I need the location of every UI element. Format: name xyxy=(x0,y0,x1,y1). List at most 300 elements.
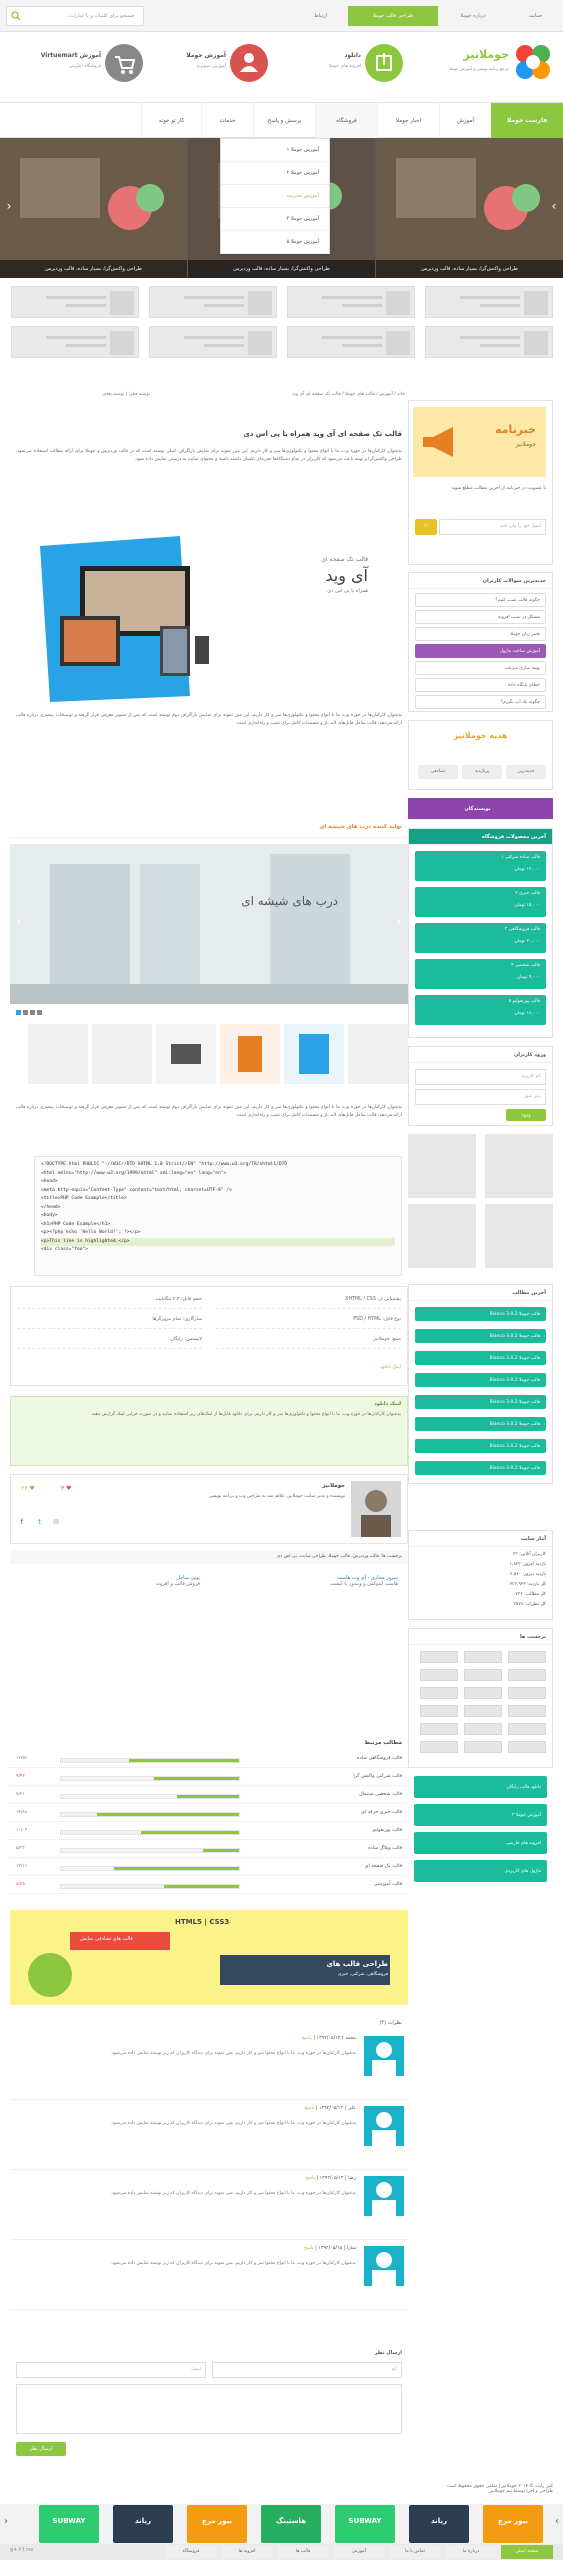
facebook-icon[interactable]: f xyxy=(18,2547,21,2553)
header-download[interactable] xyxy=(293,44,403,84)
newsletter-email-field[interactable]: ایمیل خود را وارد کنید xyxy=(439,519,546,535)
comment-textarea[interactable] xyxy=(16,2384,402,2434)
comment-head: سارا | ۱۳۹۲/۰۵/۱۵ | پاسخ xyxy=(303,2246,356,2251)
slide-caption: طراحی واکنش‌گرا، بسیار ساده، قالب وردپرس xyxy=(0,260,187,278)
header-learn-sub: آموزش تصویری xyxy=(196,64,226,69)
code-line: <div class="foo"> xyxy=(41,1247,89,1252)
ads-prev-icon[interactable]: ‹ xyxy=(4,2516,8,2527)
code-line: <meta http-equiv="Content-Type" content="text/html; charset=UTF-8" /> xyxy=(41,1187,232,1193)
author-box xyxy=(10,1474,408,1544)
related-progress xyxy=(60,1848,240,1853)
footer-ad[interactable] xyxy=(113,2505,173,2543)
footer-tab[interactable]: فروشگاه xyxy=(165,2545,217,2559)
gallery-widget xyxy=(408,1134,553,1274)
latest-item[interactable]: قالب جوملا Bianco 3.0.2 xyxy=(415,1417,546,1431)
related-count: ۱۴/۸۸ xyxy=(16,1810,28,1815)
nav-dropdown xyxy=(220,138,330,254)
code-line: </head> xyxy=(41,1204,61,1210)
latest-item[interactable]: قالب جوملا Bianco 3.0.2 xyxy=(415,1307,546,1321)
shop-item[interactable]: قالب ساده شرکتی ۱ ۱۲,۰۰۰ تومان xyxy=(415,851,546,881)
nav-item-jobs[interactable]: کار تو خونه xyxy=(141,103,201,139)
banner-title: طراحی قالب های xyxy=(326,1960,388,1968)
tag-chip[interactable] xyxy=(508,1669,546,1681)
gallery-image[interactable] xyxy=(10,844,408,1004)
svg-text:f: f xyxy=(20,1518,23,1526)
cart-icon xyxy=(105,44,143,82)
code-line-highlighted: <p>This line is highlighted.</p> xyxy=(41,1238,395,1247)
footer-ad[interactable] xyxy=(187,2505,247,2543)
slider-next-arrow[interactable]: › xyxy=(551,199,557,213)
post-navigation[interactable]: نوشته قبلی | نوشته بعدی xyxy=(102,392,150,397)
footer-ad-label: بیور مرچ xyxy=(497,2517,529,2525)
footer-tab[interactable]: افزونه ها xyxy=(221,2545,273,2559)
post-title: قالب تک صفحه ای آی وید همراه با پی اس دی xyxy=(243,430,402,438)
breadcrumb[interactable]: خانه / آموزش / قالب های جوملا / قالب تک صفحه ای آی وید xyxy=(292,392,405,397)
slide[interactable] xyxy=(376,138,563,278)
tag-chip[interactable] xyxy=(508,1651,546,1663)
authors-widget xyxy=(408,798,553,820)
gallery-dots[interactable] xyxy=(16,1010,46,1016)
nav-item-services[interactable]: خدمات xyxy=(201,103,253,139)
gallery-prev-icon[interactable]: ‹ xyxy=(16,914,22,930)
related-label: قالب آموزشی xyxy=(373,1882,402,1887)
header-virtuemart[interactable] xyxy=(33,44,143,84)
dislike-button[interactable]: ♥ ۳ xyxy=(61,1485,72,1492)
download-meta xyxy=(10,1286,408,1386)
logo-tagline: مرجع برنامه نویسی و آموزش جوملا xyxy=(449,66,509,71)
footer-ad-label: ریاند xyxy=(431,2517,447,2525)
latest-widget xyxy=(408,1284,553,1484)
slide-image xyxy=(0,138,187,278)
related-progress xyxy=(60,1884,240,1889)
stats-widget xyxy=(408,1530,553,1620)
dropdown-item[interactable]: آموزش جوملا ۲ xyxy=(221,162,329,185)
reply-link[interactable]: پاسخ xyxy=(305,2176,315,2181)
tab-random[interactable]: تصادفی xyxy=(418,765,458,779)
thumb-card[interactable] xyxy=(149,286,277,318)
banner-sub: فروشگاهی، شرکتی، خبری xyxy=(338,1972,388,1977)
topbar-tab-contact[interactable]: ارتباط xyxy=(314,13,327,19)
related-label: قالب فروشگاهی ساده xyxy=(356,1756,402,1761)
dropdown-item[interactable]: آموزش مدیریت xyxy=(221,185,329,208)
related-item[interactable] xyxy=(10,1806,408,1822)
code-line: <html xmlns="http://www.w3.org/1999/xhtml" xml:lang="en" lang="en"> xyxy=(41,1170,227,1176)
tag-chip[interactable] xyxy=(508,1705,546,1717)
shop-item[interactable]: قالب خبری ۲ ۱۵,۰۰۰ تومان xyxy=(415,887,546,917)
qa-item[interactable]: آموزش ساخت ماژول xyxy=(415,644,546,658)
nav-item-qa[interactable]: پرسش و پاسخ xyxy=(253,103,315,139)
code-block xyxy=(34,1156,402,1276)
stat-line: بازدید امروز: ۱,۸۲۳ xyxy=(509,1562,546,1567)
related-progress-fill xyxy=(164,1885,239,1888)
thumb-card[interactable] xyxy=(425,326,553,358)
footer-tab[interactable]: درباره ما xyxy=(445,2545,497,2559)
comment-body: به‌عنوان کارکنان‌ها در حوزه وب، ما با انواع محتوا سر و کار داریم. متن نمونه برای دیدگاه کاربران که زیر نوشته نمایش داده می‌شود. xyxy=(110,2051,356,2056)
meta-row: لایسنس: رایگان xyxy=(17,1331,202,1349)
gallery-thumb[interactable] xyxy=(408,1134,476,1198)
search-icon[interactable] xyxy=(11,11,21,21)
gallery-caption: درب های شیشه ای xyxy=(241,894,338,908)
qa-widget xyxy=(408,572,553,712)
related-progress xyxy=(60,1758,240,1763)
article-para-1: به‌عنوان کارکنان‌ها در حوزه وب، ما با انواع محتوا و تکنولوژی‌ها سر و کار داریم. این متن نمونه برای نمایش پاراگراف اصلی نوشته است که در قالب وردپرس و جوملا برای ارائه مطالب استفاده می‌شود. طراحی واکنش‌گرا و بهینه باعث می‌شود که کاربران در تمام دستگاه‌ها تجربه‌ای یکسان داشته باشند و محتوای سایت به درستی نمایش داده شود. xyxy=(16,449,402,462)
related-label: قالب شرکتی واکنش گرا xyxy=(353,1774,402,1779)
thumb-card[interactable] xyxy=(11,286,139,318)
related-count: ۸/۲۵ xyxy=(16,1882,25,1887)
post-thumbs xyxy=(10,286,553,366)
meta-row: پشتیبانی از: XHTML / CSS xyxy=(216,1291,401,1309)
code-line: <h1>PHP Code Example</h1> xyxy=(41,1221,111,1227)
footer-bar xyxy=(0,2544,563,2560)
gallery-next-icon[interactable]: › xyxy=(396,914,402,930)
related-item[interactable] xyxy=(10,1770,408,1786)
device-mockup xyxy=(40,526,378,706)
footer-ad[interactable] xyxy=(335,2505,395,2543)
newsletter-submit-button[interactable]: ✓ xyxy=(415,519,437,535)
logo-name: جوملانیز xyxy=(463,48,509,61)
footer-ad-label: ریاند xyxy=(135,2517,151,2525)
tags-widget xyxy=(408,1628,553,1768)
meta-row: حجم فایل: ۲.۳ مگابایت xyxy=(17,1291,202,1309)
footer-ad-label: SUBWAY xyxy=(348,2517,382,2525)
newsletter-title: خبرنامه xyxy=(494,423,536,436)
comment-form xyxy=(10,2350,408,2470)
comment-head: محمد | ۱۳۹۲/۰۵/۱۲ | پاسخ xyxy=(301,2036,356,2041)
main-nav xyxy=(0,102,563,138)
green-link[interactable]: افزونه های فارسی xyxy=(414,1832,547,1854)
related-count: ۷/۲۱ xyxy=(16,1792,25,1797)
reply-link[interactable]: پاسخ xyxy=(303,2246,314,2251)
top-bar xyxy=(0,0,563,32)
footer-tab[interactable]: قالب ها xyxy=(277,2545,329,2559)
footer-ad[interactable] xyxy=(483,2505,543,2543)
footer-info xyxy=(0,2480,563,2502)
search-placeholder: جستجو برای کلمات و یا عبارات... xyxy=(64,13,135,19)
shop-item[interactable]: قالب شخصی ۴ ۹,۰۰۰ تومان xyxy=(415,959,546,989)
related-item[interactable] xyxy=(10,1752,408,1768)
svg-text:✉: ✉ xyxy=(53,1518,59,1526)
header-virtuemart-sub: فروشگاه اینترنتی xyxy=(68,64,101,69)
related-label: قالب خبری حرفه ای xyxy=(361,1810,402,1815)
thumb-card[interactable] xyxy=(149,326,277,358)
stat-line: کل نظرات: ۲۵۷۸ xyxy=(513,1602,546,1607)
meta-row: سازگاری: تمام مرورگرها xyxy=(17,1311,202,1329)
promo-banner[interactable] xyxy=(10,1910,408,2005)
latest-item[interactable]: قالب جوملا Bianco 3.0.2 xyxy=(415,1351,546,1365)
tag-chip[interactable] xyxy=(420,1669,458,1681)
related-item[interactable] xyxy=(10,1860,408,1876)
latest-item[interactable]: قالب جوملا Bianco 3.0.2 xyxy=(415,1329,546,1343)
footer-ad[interactable] xyxy=(39,2505,99,2543)
reply-link[interactable]: پاسخ xyxy=(304,2106,315,2111)
nav-item-shop[interactable]: فروشگاه xyxy=(315,103,377,139)
qa-item[interactable]: چگونه قالب نصب کنیم؟ xyxy=(415,593,546,607)
glass-door-photo xyxy=(10,844,408,1004)
tag-chip[interactable] xyxy=(420,1705,458,1717)
gallery-thumb[interactable] xyxy=(485,1204,553,1268)
tag-chip[interactable] xyxy=(464,1741,502,1753)
footer-line-1: کپی رایت © ۲۰۱۴ جوملانیز | تمامی حقوق محفوظ است xyxy=(447,2484,553,2489)
tab-newest[interactable]: جدیدترین xyxy=(506,765,546,779)
feature-card[interactable] xyxy=(28,1024,88,1084)
login-title: ورود کاربران xyxy=(409,1047,552,1063)
thumb-card[interactable] xyxy=(287,286,415,318)
green-link[interactable]: ماژول های کاربردی xyxy=(414,1860,547,1882)
related-label: قالب شخصی مینیمال xyxy=(359,1792,402,1797)
rss-icon[interactable]: rss xyxy=(25,2547,34,2553)
related-progress-fill xyxy=(129,1759,239,1762)
qa-item[interactable]: تغییر زبان جوملا xyxy=(415,627,546,641)
topbar-tab-design[interactable]: طراحی قالب جوملا xyxy=(348,6,438,26)
brand-tabs xyxy=(415,765,546,779)
promo-big: آی وید xyxy=(325,566,368,585)
latest-title: آخرین مطالب xyxy=(409,1285,552,1301)
footer-tab[interactable]: تماس با ما xyxy=(389,2545,441,2559)
feature-row xyxy=(10,1024,408,1094)
article-para-2: به‌عنوان کارکنان‌ها در حوزه وب، ما با انواع محتوا و تکنولوژی‌ها سر و کار داریم. این متن نمونه برای نمایش پاراگراف دوم نوشته است که پس از تصویر معرفی قرار گرفته و توضیحات بیشتری درباره قالب ارائه می‌دهد. قالب شامل فایل‌های لایه باز و مستندات کامل برای نصب و راه‌اندازی است. xyxy=(16,713,402,726)
svg-text:t: t xyxy=(38,1518,41,1526)
download-box-title: لینک دانلود xyxy=(374,1401,401,1407)
comments xyxy=(10,2020,408,2350)
related-progress xyxy=(60,1794,240,1799)
email-field[interactable]: ایمیل xyxy=(16,2362,206,2378)
related-progress-fill xyxy=(97,1813,239,1816)
latest-item[interactable]: قالب جوملا Bianco 3.0.2 xyxy=(415,1373,546,1387)
code-line: <body> xyxy=(41,1213,58,1218)
author-bio: نویسنده و مدیر سایت جوملانیز، علاقه مند به طراحی وب و برنامه نویسی. xyxy=(207,1494,345,1499)
avatar xyxy=(364,2246,404,2286)
authors-title[interactable]: نویسندگان xyxy=(408,798,553,820)
thumb-card[interactable] xyxy=(425,286,553,318)
thumb-card[interactable] xyxy=(11,326,139,358)
tab-popular[interactable]: پربازدید xyxy=(462,765,502,779)
tag-chip[interactable] xyxy=(508,1723,546,1735)
related-item[interactable] xyxy=(10,1824,408,1840)
brand-title: هدیه جوملانیز xyxy=(453,731,508,740)
code-line: <head> xyxy=(41,1179,58,1184)
qa-item[interactable]: مشکل در نصب افزونه xyxy=(415,610,546,624)
sponsored-ad[interactable]: سرور مجازی - آی وب هاست هاست لینوکس و ویندوز با کیفیت xyxy=(329,1575,398,1587)
latest-item[interactable]: قالب جوملا Bianco 3.0.2 xyxy=(415,1395,546,1409)
banner-left: قالب های تصادفی نمایش xyxy=(80,1936,133,1942)
joomla-logo-icon xyxy=(513,42,553,82)
footer-ad-label: هاستینگ xyxy=(275,2517,307,2525)
ads-next-icon[interactable]: › xyxy=(555,2516,559,2527)
site-logo[interactable] xyxy=(443,42,553,88)
topbar-tab-about[interactable]: درباره جوملا xyxy=(460,13,486,19)
related-title: مطالب مرتبط xyxy=(364,1740,402,1746)
tags-title: برچسب ها xyxy=(409,1629,552,1645)
footer-ad[interactable] xyxy=(261,2505,321,2543)
promo-title: قالب تک صفحه ای xyxy=(321,556,368,563)
login-button[interactable]: ورود xyxy=(506,1109,546,1121)
stat-line: کاربران آنلاین: ۲۳ xyxy=(512,1552,546,1557)
banner-mid: HTML5 | CSS3 xyxy=(175,1918,230,1926)
reply-link[interactable]: پاسخ xyxy=(301,2036,312,2041)
author-avatar xyxy=(351,1481,401,1537)
download-link[interactable]: لینک دانلود xyxy=(379,1365,401,1370)
meta-row: نوع فایل: PSD / HTML xyxy=(216,1311,401,1329)
header-learn-title: آموزش جوملا xyxy=(186,52,226,59)
footer-ads xyxy=(0,2504,563,2544)
avatar xyxy=(364,2036,404,2076)
comment xyxy=(10,2170,408,2240)
qa-item[interactable]: خطای پایگاه داده xyxy=(415,678,546,692)
promo-image xyxy=(40,526,378,706)
tag-chip[interactable] xyxy=(508,1741,546,1753)
related-item[interactable] xyxy=(10,1878,408,1894)
avatar xyxy=(364,2176,404,2216)
tags-line: برچسب ها: قالب وردپرس، قالب جوملا، طراحی سایت، پی اس دی xyxy=(10,1550,408,1564)
submit-comment-button[interactable]: ارسال نظر xyxy=(16,2442,66,2456)
dropdown-item[interactable]: آموزش جوملا ۵ xyxy=(221,231,329,254)
teacher-icon xyxy=(230,44,268,82)
like-button[interactable]: ♥ ۲۶ xyxy=(21,1485,35,1492)
slide-caption: طراحی واکنش‌گرا، بسیار ساده، قالب وردپرس xyxy=(376,260,563,278)
comments-count: نظرات (۴) xyxy=(379,2020,402,2026)
related-progress xyxy=(60,1830,240,1835)
related-progress-fill xyxy=(141,1831,239,1834)
stats-title: آمار سایت xyxy=(409,1531,552,1547)
related-progress-fill xyxy=(114,1867,239,1870)
shop-widget xyxy=(408,828,553,1038)
brand-widget xyxy=(408,720,553,790)
gplus-icon[interactable]: g+ xyxy=(10,2547,18,2553)
slider-prev-arrow[interactable]: ‹ xyxy=(6,199,12,213)
related-item[interactable] xyxy=(10,1842,408,1858)
stat-line: کل بازدید: ۲۳۶,۹۲۲ xyxy=(509,1582,546,1587)
tag-chip[interactable] xyxy=(420,1723,458,1735)
comment-head: علی | ۱۳۹۲/۰۵/۱۳ | پاسخ xyxy=(304,2106,356,2111)
nav-item-learn[interactable]: آموزش xyxy=(439,103,491,139)
sponsored-ad[interactable]: بوتی ساحل فروش قالب و افزونه xyxy=(155,1575,200,1587)
tag-chip[interactable] xyxy=(464,1723,502,1735)
tag-chip[interactable] xyxy=(420,1651,458,1663)
gallery-brand: تولید کننده درب های شیشه ای xyxy=(319,824,402,830)
related-count: ۱۲/۵۶ xyxy=(16,1756,28,1761)
green-link[interactable]: آموزش جوملا ۳ xyxy=(414,1804,547,1826)
related-count: ۹/۴۲ xyxy=(16,1774,25,1779)
qa-item[interactable]: بهینه سازی سرعت xyxy=(415,661,546,675)
tag-chip[interactable] xyxy=(464,1669,502,1681)
tag-chip[interactable] xyxy=(420,1741,458,1753)
comment-body: به‌عنوان کارکنان‌ها در حوزه وب، ما با انواع محتوا سر و کار داریم. متن نمونه برای دیدگاه کاربران که زیر نوشته نمایش داده می‌شود. xyxy=(110,2261,356,2266)
avatar xyxy=(364,2106,404,2146)
related-label: قالب پورتفولیو xyxy=(372,1828,402,1833)
header-learn[interactable] xyxy=(158,44,268,84)
related-label: قالب تک صفحه ای xyxy=(364,1864,402,1869)
comment-body: به‌عنوان کارکنان‌ها در حوزه وب، ما با انواع محتوا سر و کار داریم. متن نمونه برای دیدگاه کاربران که زیر نوشته نمایش داده می‌شود. xyxy=(110,2121,356,2126)
sidebar xyxy=(408,400,553,2000)
footer-tab[interactable]: آموزش xyxy=(333,2545,385,2559)
social-icons[interactable] xyxy=(10,2547,33,2553)
newsletter-banner xyxy=(413,407,546,477)
article-para-3: به‌عنوان کارکنان‌ها در حوزه وب، ما با انواع محتوا و تکنولوژی‌ها سر و کار داریم. این متن نمونه برای نمایش پاراگراف دوم نوشته است که پس از تصویر معرفی قرار گرفته و توضیحات بیشتری درباره قالب ارائه می‌دهد. قالب شامل فایل‌های لایه باز و مستندات کامل برای نصب و راه‌اندازی است. xyxy=(16,1105,402,1118)
footer-tab[interactable]: صفحه اصلی xyxy=(501,2545,553,2559)
qa-item[interactable]: چگونه بک آپ بگیرم؟ xyxy=(415,695,546,709)
footer-ad[interactable] xyxy=(409,2505,469,2543)
site-header xyxy=(0,32,563,102)
download-icon xyxy=(365,44,403,82)
username-field[interactable]: نام کاربری xyxy=(415,1069,546,1085)
green-link[interactable]: دانلود قالب رایگان xyxy=(414,1776,547,1798)
newsletter-text: با عضویت در خبرنامه از آخرین مطالب مطلع شوید xyxy=(451,486,546,491)
feature-card[interactable] xyxy=(348,1024,408,1084)
related-count: ۱۳/۱۱ xyxy=(16,1864,28,1869)
share-icons[interactable] xyxy=(21,1515,101,1527)
feature-card[interactable] xyxy=(92,1024,152,1084)
shop-title: آخرین محصولات فروشگاه xyxy=(409,829,552,845)
comment xyxy=(10,2030,408,2100)
related-count: ۵/۳۳ xyxy=(16,1846,25,1851)
topbar-tab-support[interactable]: حمایت xyxy=(528,13,543,19)
feature-card[interactable] xyxy=(284,1024,344,1084)
header-download-title: دانلود xyxy=(344,52,361,59)
name-field[interactable]: نام xyxy=(212,2362,402,2378)
related-progress xyxy=(60,1776,240,1781)
tag-chip[interactable] xyxy=(508,1687,546,1699)
related-count: ۱۰/۰۳ xyxy=(16,1828,28,1833)
feature-card[interactable] xyxy=(220,1024,280,1084)
password-field[interactable]: رمز عبور xyxy=(415,1089,546,1105)
header-download-sub: افزونه های جوملا xyxy=(328,64,361,69)
author-name: جوملانیز xyxy=(322,1483,345,1489)
nav-home[interactable]: فارست جوملا xyxy=(491,103,563,139)
newsletter-sub: جوملانیز xyxy=(515,441,536,448)
promo-sub: همراه با پی اس دی xyxy=(327,588,368,594)
tag-chip[interactable] xyxy=(464,1687,502,1699)
related-item[interactable] xyxy=(10,1788,408,1804)
meta-row: منبع: جوملانیز xyxy=(216,1331,401,1349)
comment-body: به‌عنوان کارکنان‌ها در حوزه وب، ما با انواع محتوا سر و کار داریم. متن نمونه برای دیدگاه کاربران که زیر نوشته نمایش داده می‌شود. xyxy=(110,2191,356,2196)
newsletter-widget xyxy=(408,400,553,565)
slide[interactable] xyxy=(0,138,187,278)
search-input[interactable] xyxy=(6,6,144,26)
dropdown-item[interactable]: آموزش جوملا ۱ xyxy=(221,139,329,162)
gallery-header xyxy=(10,820,408,838)
shop-item[interactable]: قالب پورتفولیو ۵ ۱۸,۰۰۰ تومان xyxy=(415,995,546,1025)
related-progress-fill xyxy=(177,1795,239,1798)
latest-item[interactable]: قالب جوملا Bianco 3.0.2 xyxy=(415,1461,546,1475)
shop-item[interactable]: قالب فروشگاهی ۳ ۲۰,۰۰۰ تومان xyxy=(415,923,546,953)
thumb-card[interactable] xyxy=(287,326,415,358)
gallery-thumb[interactable] xyxy=(408,1204,476,1268)
latest-item[interactable]: قالب جوملا Bianco 3.0.2 xyxy=(415,1439,546,1453)
tag-chip[interactable] xyxy=(420,1687,458,1699)
related-progress xyxy=(60,1812,240,1817)
related-progress-fill xyxy=(203,1849,239,1852)
stat-line: کل مطالب: ۲۳۶ xyxy=(515,1592,546,1597)
feature-card[interactable] xyxy=(156,1024,216,1084)
slide-image xyxy=(376,138,563,278)
nav-item-news[interactable]: اخبار جوملا xyxy=(377,103,439,139)
footer-ad-label: بیور مرچ xyxy=(201,2517,233,2525)
related-progress xyxy=(60,1866,240,1871)
dropdown-item[interactable]: آموزش جوملا ۴ xyxy=(221,208,329,231)
tag-chip[interactable] xyxy=(464,1651,502,1663)
footer-line-2: طراحی و اجرا توسط تیم جوملانیز xyxy=(489,2489,553,2494)
related-progress-fill xyxy=(154,1777,239,1780)
form-title: ارسال نظر xyxy=(374,2350,402,2356)
gallery-thumb[interactable] xyxy=(485,1134,553,1198)
tag-chip[interactable] xyxy=(464,1705,502,1717)
header-virtuemart-title: آموزش Virtuemart xyxy=(40,52,101,59)
footer-ad-label: SUBWAY xyxy=(52,2517,86,2525)
download-box xyxy=(10,1396,408,1466)
sponsored-ads xyxy=(10,1575,408,1605)
twitter-icon[interactable]: t xyxy=(22,2547,25,2553)
links-widget xyxy=(408,1776,553,1886)
